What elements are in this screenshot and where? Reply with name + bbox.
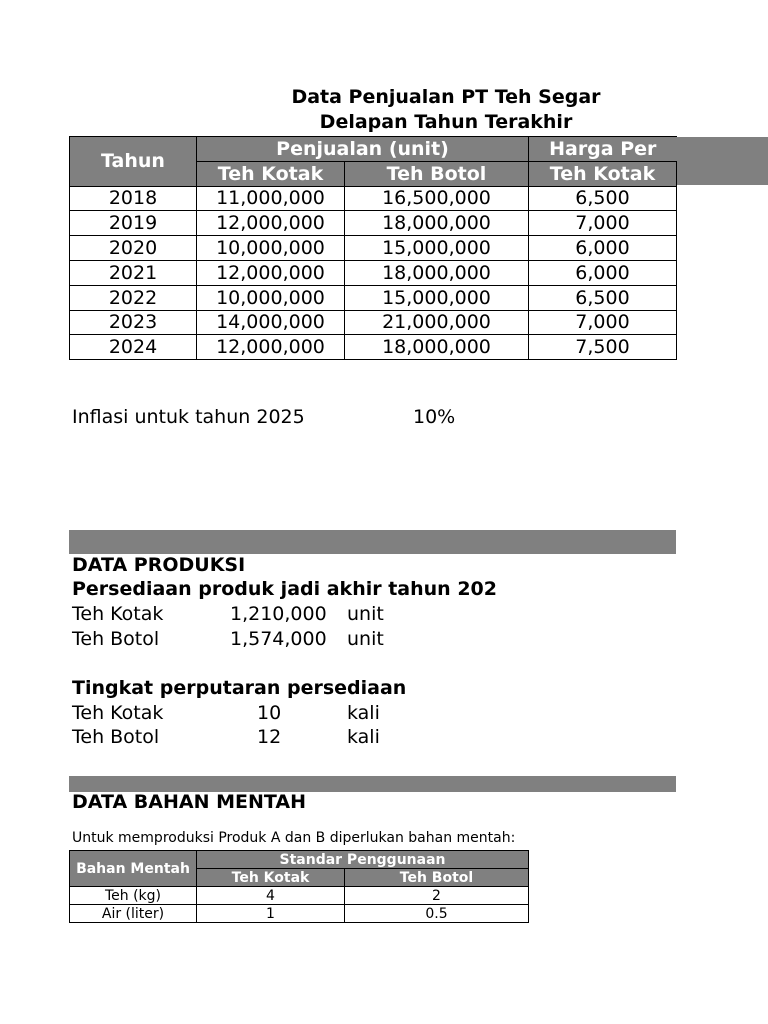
cell-usage-kotak: 1 [197,905,345,923]
cell-material: Air (liter) [70,905,197,923]
turnover-heading: Tingkat perputaran persediaan [72,677,407,699]
header-year: Tahun [70,137,197,187]
cell-sales-kotak: 14,000,000 [197,310,345,335]
header-price: Harga Per [529,137,677,162]
cell-year: 2024 [70,335,197,360]
cell-sales-botol: 15,000,000 [345,236,529,261]
cell-price-kotak: 7,500 [529,335,677,360]
cell-sales-botol: 16,500,000 [345,186,529,211]
production-heading: DATA PRODUKSI [72,554,246,576]
cell-sales-botol: 15,000,000 [345,285,529,310]
turnover-product: Teh Botol [72,726,160,748]
cell-usage-kotak: 4 [197,887,345,905]
table-row [70,186,677,211]
turnover-value: 12 [257,726,282,748]
cell-price-kotak: 6,000 [529,236,677,261]
title-line-1: Data Penjualan PT Teh Segar [291,86,601,108]
raw-material-table [69,850,529,923]
cell-year: 2020 [70,236,197,261]
table-header-row [70,137,677,162]
inventory-unit: unit [347,603,384,625]
cell-sales-kotak: 12,000,000 [197,335,345,360]
header-extension [676,137,768,185]
cell-price-kotak: 6,500 [529,186,677,211]
cell-material: Teh (kg) [70,887,197,905]
raw-material-heading: DATA BAHAN MENTAH [72,791,306,813]
cell-usage-botol: 2 [345,887,529,905]
table-row [70,310,677,335]
turnover-product: Teh Kotak [72,702,164,724]
cell-sales-kotak: 10,000,000 [197,236,345,261]
cell-year: 2021 [70,260,197,285]
inventory-product: Teh Botol [72,628,160,650]
title-line-2: Delapan Tahun Terakhir [319,111,573,133]
section-divider-raw-material [69,776,676,792]
table-row [70,905,529,923]
table-row [70,211,677,236]
header-material: Bahan Mentah [70,851,197,887]
cell-sales-botol: 18,000,000 [345,260,529,285]
header-standard: Standar Penggunaan [197,851,529,869]
inventory-heading: Persediaan produk jadi akhir tahun 202 [72,578,497,600]
cell-sales-botol: 18,000,000 [345,211,529,236]
cell-sales-kotak: 11,000,000 [197,186,345,211]
inflation-value: 10% [413,406,456,428]
turnover-unit: kali [347,702,380,724]
table-row [70,236,677,261]
table-row [70,887,529,905]
cell-sales-botol: 21,000,000 [345,310,529,335]
section-divider-production [69,530,676,554]
turnover-unit: kali [347,726,380,748]
cell-price-kotak: 7,000 [529,211,677,236]
header-sales: Penjualan (unit) [197,137,529,162]
table-header-row [70,851,529,869]
cell-price-kotak: 6,500 [529,285,677,310]
cell-price-kotak: 6,000 [529,260,677,285]
cell-sales-kotak: 12,000,000 [197,260,345,285]
inventory-qty: 1,210,000 [230,603,327,625]
cell-price-kotak: 7,000 [529,310,677,335]
cell-sales-botol: 18,000,000 [345,335,529,360]
table-row [70,285,677,310]
table-row [70,335,677,360]
subheader-teh-kotak: Teh Kotak [197,161,345,186]
cell-year: 2023 [70,310,197,335]
subheader-teh-botol: Teh Botol [345,869,529,887]
table-row [70,260,677,285]
turnover-value: 10 [257,702,282,724]
cell-sales-kotak: 10,000,000 [197,285,345,310]
cell-year: 2019 [70,211,197,236]
sales-table [69,136,677,360]
inventory-unit: unit [347,628,384,650]
subheader-price-teh-kotak: Teh Kotak [529,161,677,186]
inventory-qty: 1,574,000 [230,628,327,650]
cell-usage-botol: 0.5 [345,905,529,923]
raw-material-note: Untuk memproduksi Produk A dan B diperlukan bahan mentah: [72,830,516,846]
subheader-teh-kotak: Teh Kotak [197,869,345,887]
inflation-label: Inflasi untuk tahun 2025 [72,406,305,428]
cell-year: 2022 [70,285,197,310]
subheader-teh-botol: Teh Botol [345,161,529,186]
cell-year: 2018 [70,186,197,211]
inventory-product: Teh Kotak [72,603,164,625]
cell-sales-kotak: 12,000,000 [197,211,345,236]
